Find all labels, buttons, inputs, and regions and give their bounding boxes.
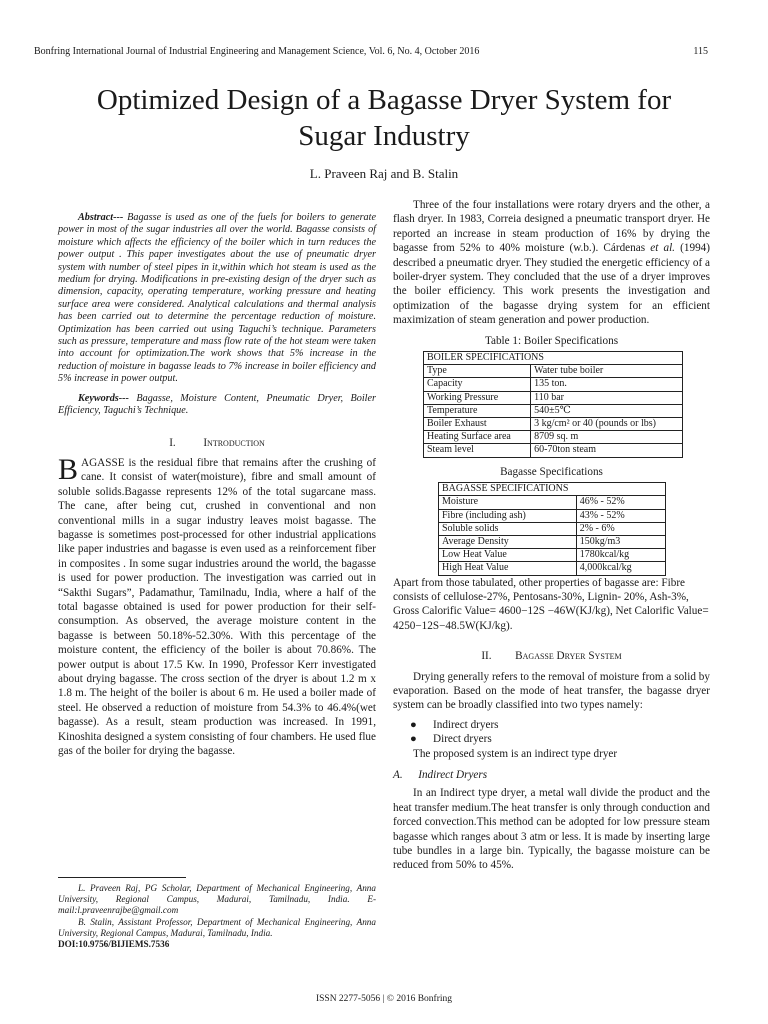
table-cell: 46% - 52% (576, 496, 665, 509)
table-cell: Moisture (439, 496, 577, 509)
table-cell: Fibre (including ash) (439, 509, 577, 522)
section-heading-introduction (58, 436, 376, 450)
abstract-text: Bagasse is used as one of the fuels for boilers to generate power in most of the sugar industries all over the world. Bagasse consists of moisture which affects the efficiency of the boiler which in turn reduces the power output . This paper investigates about the use of pneumatic dryer system with number of steel pipes in it,within which hot steam is used as the medium for drying. Modifications in pre-existing design of the dryer such as dimension, capacity, operating temperature, working pressure and heating surface area were considered. Analytical calculations and thermal analysis has been carried out to determine the percentage reduction of moisture. Optimization has been carried out using Taguchi’s technique. Parameters such as pressure, temperature and mass flow rate of the hot steam were taken into account for optimization.The work shows that 5% increase in the reduction of moisture in bagasse leads to 7% increase in boiler efficiency and 5% increase in power output. (58, 212, 377, 385)
table-cell: 60-70ton steam (531, 444, 683, 457)
table-cell: 110 bar (531, 391, 683, 404)
section-heading-dryer-system (393, 649, 710, 663)
table-row (424, 365, 683, 378)
table-cell: Capacity (424, 378, 531, 391)
table-row (424, 431, 683, 444)
table-cell: 8709 sq. m (531, 431, 683, 444)
doi: DOI:10.9756/BIJIEMS.7536 (58, 939, 170, 950)
section-number: II. (481, 650, 492, 663)
authors: L. Praveen Raj and B. Stalin (309, 166, 459, 181)
table-cell: Type (424, 365, 531, 378)
page-footer: ISSN 2277-5056 | © 2016 Bonfring (315, 994, 453, 1004)
list-item-text: Direct dryers (433, 733, 492, 746)
right-column (393, 198, 710, 873)
section-title: Bagasse Dryer System (515, 650, 622, 663)
table-row (439, 562, 666, 575)
intro-paragraph (58, 452, 376, 759)
list-item-text: Indirect dryers (433, 718, 499, 731)
subsection-number: A. (393, 768, 403, 781)
footnotes (58, 877, 376, 950)
table-header-row (424, 352, 683, 365)
table-row (424, 444, 683, 457)
subsection-title: Indirect Dryers (418, 768, 488, 781)
table-cell: Average Density (439, 535, 577, 548)
table-cell: High Heat Value (439, 562, 577, 575)
title-line-2: Sugar Industry (298, 120, 470, 152)
properties-paragraph: Apart from those tabulated, other properties of bagasse are: Fibre consists of cellulose-27%, Pentosans-30%, Lignin- 20%, Ash-3%, Gross Calorific Value= 4600−12S −46W(KJ/kg), Net Calorific Value= 4250−12S−48.5W(KJ/kg). (393, 576, 709, 632)
dryer-types-list (393, 718, 710, 747)
table-row (439, 509, 666, 522)
table-cell: 135 ton. (531, 378, 683, 391)
table-cell: Steam level (424, 444, 531, 457)
table-cell: Heating Surface area (424, 431, 531, 444)
abstract-label: Abstract--- (78, 212, 124, 223)
footnote-rule (58, 877, 186, 878)
table-row (439, 496, 666, 509)
table-cell: 4,000kcal/kg (576, 562, 665, 575)
abstract (58, 212, 376, 386)
keywords (58, 393, 376, 418)
table-cell: Soluble solids (439, 522, 577, 535)
table-header-cell: BAGASSE SPECIFICATIONS (439, 483, 666, 496)
table-cell: Low Heat Value (439, 549, 577, 562)
proposed-sentence: The proposed system is an indirect type dryer (413, 747, 618, 760)
table-cell: 540±5℃ (531, 404, 683, 417)
table-cell: 2% - 6% (576, 522, 665, 535)
journal-header: Bonfring International Journal of Industrial Engineering and Management Science, Vol. 6, No. 4, October 2016 (34, 46, 480, 57)
table-cell: Temperature (424, 404, 531, 417)
subsection-heading-indirect (393, 768, 710, 782)
keywords-text: Bagasse, Moisture Content, Pneumatic Dryer, Boiler Efficiency, Taguchi’s Technique. (58, 392, 377, 417)
table-row (439, 522, 666, 535)
list-item (393, 732, 710, 746)
table-row (424, 418, 683, 431)
table1-caption: Table 1: Boiler Specifications (484, 334, 619, 347)
table-header-row (439, 483, 666, 496)
bullet-icon: ● (410, 733, 417, 746)
section-number: I. (169, 436, 176, 449)
section-title: Introduction (203, 436, 265, 449)
intro-continued-text-1: Three of the four installations were rotary dryers and the other, a flash dryer. In 1983, Correia designed a pneumatic transport dryer. He reported an increase in steam production of 16% by drying the bagasse from 52% to 40% moisture (w.b.). Cárdenas (393, 199, 710, 255)
left-column (58, 212, 376, 758)
drop-cap: B (58, 452, 79, 486)
table-cell: 1780kcal/kg (576, 549, 665, 562)
indirect-paragraph: In an Indirect type dryer, a metal wall divide the product and the heat transfer medium.The heat transfer is only through conduction and forced convection.This method can be adopted for low pressure steam bagasse which ranges about 3 atm or less. It is made by inserting large tube bundles in a large bin. Typically, the bagasse moisture can be reduced from 50% to 45%. (393, 787, 710, 872)
table-cell: Boiler Exhaust (424, 418, 531, 431)
table-cell: 150kg/m3 (576, 535, 665, 548)
paper-title (40, 82, 728, 154)
bullet-icon: ● (410, 718, 417, 731)
footnote-author2: B. Stalin, Assistant Professor, Department of Mechanical Engineering, Anna University, Regional Campus, Madurai, Tamilnadu, India. (58, 916, 376, 938)
table-row (424, 378, 683, 391)
intro-continued-paragraph (393, 198, 710, 328)
drying-paragraph: Drying generally refers to the removal of moisture from a solid by evaporation. Based on the mode of heat transfer, the bagasse dryer system can be broadly classified into two types namely: (393, 670, 710, 712)
table-cell: 3 kg/cm² or 40 (pounds or lbs) (531, 418, 683, 431)
table2-caption: Bagasse Specifications (500, 465, 603, 478)
boiler-spec-table (423, 351, 683, 458)
table-cell: Working Pressure (424, 391, 531, 404)
intro-text: AGASSE is the residual fibre that remains after the crushing of cane. It consist of water(moisture), fibre and small amount of soluble solids.Bagasse represents 12% of the total sugarcane mass. The cane, after being cut, crushed in conventional and non conventional mills in a sugar industry leaves moist bagasse. The bagasse is sometimes post-processed for other industrial applications like paper industries and bagasse is even used as a reinforcement fiber in composites . In some sugar industries around the world, the bagasse is used for power production. The investigation was carried out in “Sakthi Sugars”, Padamathur, Tamilnadu, India, where a half of the total bagasse obtained is used for power production for their self-consumption. As observed, the average moisture content in the bagasse is between 50.18%-52.30%. With this percentage of the moisture content, the efficiency of the boiler is about 70.86%. The power output is about 17.5 Kw. In 1990, Professor Kerr investigated about drying bagasse. The cross section of the dryer is about 1.2 m x 1.8 m. The height of the boiler is about 6 m. He used a boiler made of steel. He observed a reduction of moisture from 54.3% to 46.4%(wet bagasse). As a result, steam production was increased. In 1991, Kinoshita designed a system consisting of four chambers. He used flue gas of the boiler for drying the bagasse. (58, 456, 376, 758)
table-cell: Water tube boiler (531, 365, 683, 378)
footnote-author1: L. Praveen Raj, PG Scholar, Department of Mechanical Engineering, Anna University, Regional Campus, Madurai, Tamilnadu, India. E-mail:l.praveenrajbe@gmail.com (58, 883, 376, 916)
table-cell: 43% - 52% (576, 509, 665, 522)
table-row (439, 535, 666, 548)
list-item (393, 718, 710, 732)
table-row (424, 404, 683, 417)
table-header-cell: BOILER SPECIFICATIONS (424, 352, 683, 365)
intro-continued-text-2: (1994) described a pneumatic dryer. They studied the energetic efficiency of a boiler-dryer system. They concluded that the use of a dryer improves the boiler efficiency. This work presents the investigation and optimization of the bagasse drying system for an efficient maximization of steam generation and power production. (393, 242, 710, 327)
table-row (439, 549, 666, 562)
et-al: et al. (650, 242, 675, 255)
title-line-1: Optimized Design of a Bagasse Dryer System for (96, 84, 672, 116)
bagasse-spec-table (438, 482, 666, 575)
table-row (424, 391, 683, 404)
page-number: 115 (693, 46, 708, 57)
keywords-label: Keywords--- (78, 392, 129, 404)
